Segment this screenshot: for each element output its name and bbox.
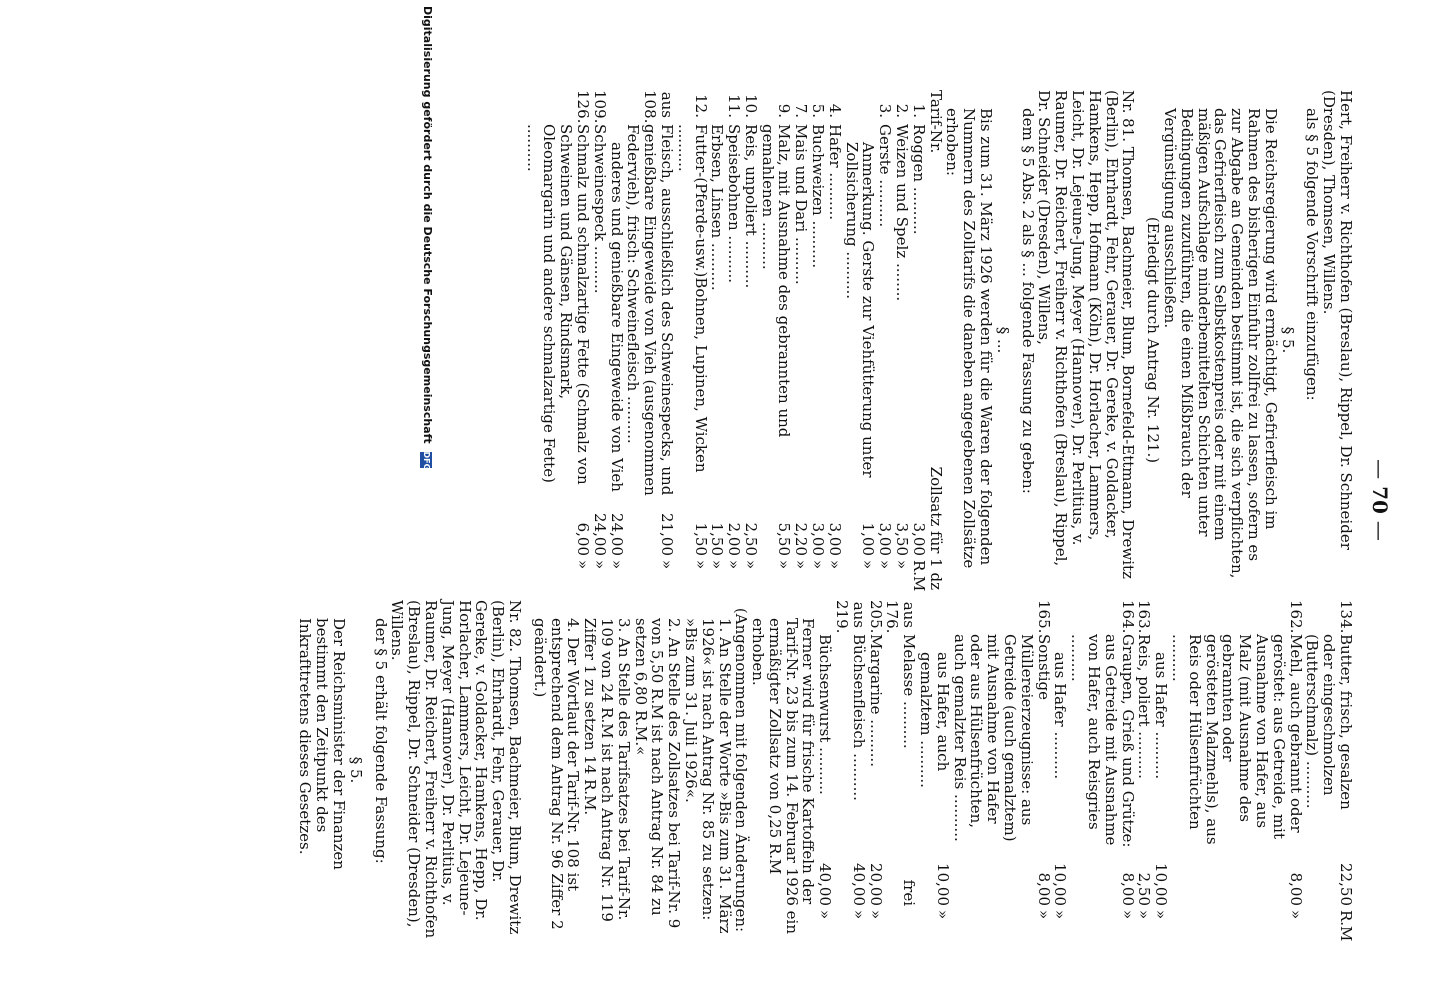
row-value: 10,00 — [1152, 863, 1171, 906]
row-unit — [884, 906, 918, 940]
table-row — [1304, 600, 1354, 940]
row-num: 134. — [1337, 600, 1355, 634]
row-value: 24,00 — [607, 513, 626, 556]
table-row — [833, 600, 867, 940]
row-label: Weizen und Spelz ........ — [893, 124, 912, 302]
row-label: Roggen .......... — [909, 124, 928, 235]
row-value: 1,00 — [859, 522, 878, 556]
row-unit: » — [893, 560, 912, 570]
motion-81: Nr. 81. Thomsen, Bachmeier, Blum, Bornefeld-Ettmann, Drewitz (Berlin), Ehrhardt, Fehr, Gerauer, Dr. Gereke, v. Goldacker, Hamkens, Hepp, Hofmann (Köln), Dr. Horlacher, Lammers, Leicht, Dr. Lejeune-Jung, Meyer (Hannover), Dr. Perlitius, v. Raumer, Dr. Reichert, Freiherr v. Richthofen (Breslau), Rippel, Dr. Schneider (Dresden), Willens, — [1035, 90, 1138, 579]
table-row — [608, 90, 625, 590]
row-label: Reis, poliert .......... — [1135, 634, 1154, 779]
table-row — [725, 90, 742, 590]
row-unit: » — [866, 910, 885, 920]
row-num: 164. — [1118, 600, 1137, 634]
row-num — [709, 90, 726, 124]
row-unit: » — [859, 560, 878, 570]
row-value: 3,00 — [909, 522, 928, 556]
header-dash-right: — — [1368, 520, 1392, 541]
row-label: Reis, unpoliert .......... — [741, 124, 760, 289]
row-num: 1. — [909, 103, 928, 118]
row-label: Butter, frisch, gesalzen oder eingeschmolzen (Butterschmalz) .......... — [1303, 634, 1355, 810]
table-row — [910, 90, 927, 590]
row-label: Margarine .......... — [866, 634, 885, 767]
row-num — [817, 600, 834, 634]
row-unit: » — [1286, 910, 1305, 920]
row-num: aus 219. — [833, 600, 868, 634]
table-row — [1152, 600, 1169, 940]
motion-82-instruction: der § 5 erhält folgende Fassung: — [371, 618, 390, 864]
table-row — [876, 90, 893, 590]
row-label: Büchsenwurst .......... — [816, 634, 835, 795]
change-item: 3. An Stelle des Tarifsatzes bei Tarif-Nr. 109 von 24 R.M ist nach Antrag Nr. 119 Ziffer 1 zu setzen 14 R.M. — [581, 618, 633, 922]
table-row — [893, 90, 910, 590]
dfg-logo: DFG — [422, 451, 431, 471]
row-num: 5. — [809, 103, 828, 118]
page-header — [1368, 0, 1392, 1000]
row-unit: » — [708, 560, 727, 570]
row-unit: » — [1034, 910, 1053, 920]
row-unit: » — [1152, 910, 1171, 920]
row-num — [1052, 600, 1069, 634]
row-label: aus Hafer .......... — [1051, 652, 1070, 780]
row-unit: » — [725, 560, 744, 570]
row-num: 162. — [1286, 600, 1305, 634]
change-item: 1. An Stelle der Worte »Bis zum 31. März 1926« ist nach Antrag Nr. 85 zu setzen: »Bis zum 31. Juli 1926«. — [681, 618, 734, 934]
table-row — [817, 600, 834, 940]
row-label: Melasse .......... — [900, 634, 919, 749]
row-value: 1,50 — [708, 522, 727, 556]
row-value: 24,00 — [590, 513, 609, 556]
table-row — [709, 90, 726, 590]
row-value: 10,00 — [1051, 863, 1070, 906]
row-label: aus Hafer .......... — [1152, 652, 1171, 780]
section-dots-title: § ... — [993, 326, 1012, 354]
row-value: 8,00 — [1034, 872, 1053, 906]
row-unit: » — [792, 560, 811, 570]
header-dash-left: — — [1368, 459, 1392, 480]
row-unit: » — [933, 910, 952, 920]
row-label: Anmerkung. Gerste zur Viehfütterung unter Zollsicherung .......... — [842, 142, 878, 478]
row-value: 2,50 — [741, 522, 760, 556]
row-num: 126. — [573, 90, 592, 124]
row-label: Hafer .......... — [825, 124, 844, 221]
row-num: 9. — [775, 103, 794, 118]
tariff-table-right — [817, 600, 1355, 940]
left-column — [524, 90, 1354, 590]
row-value: 1,50 — [691, 522, 710, 556]
table-row — [917, 600, 951, 940]
row-label: aus Hafer, auch gemalztem .......... — [917, 652, 952, 788]
row-num — [917, 600, 951, 634]
row-label: Mehl, auch gebrannt oder geröstet: aus Getreide, mit Ausnahme von Hafer, aus Malz (mit Ausnahme des gebrannten oder gerösteten Malzmehls), aus Reis oder Hülsenfrüchten .......... — [1169, 634, 1305, 845]
digitization-footer — [412, 0, 434, 1006]
row-label: Graupen, Grieß und Grütze: aus Getreide mit Ausnahme von Hafer, auch Reisgries .......... — [1068, 634, 1137, 848]
row-unit: » — [657, 560, 676, 570]
row-value: 3,00 — [809, 522, 828, 556]
row-num — [608, 90, 625, 124]
row-label: Fleisch, ausschließlich des Schweinespecks, und genießbare Eingeweide von Vieh (ausgenommen Federvieh), frisch: Schweinefleisch .......... — [624, 124, 676, 496]
angenommen-note: (Angenommen mit folgenden Änderungen: — [732, 607, 751, 933]
row-label: Speisebohnen .......... — [725, 124, 744, 284]
footer-text: Digitalisierung gefördert durch die Deutsche Forschungsgemeinschaft — [421, 6, 434, 444]
row-unit: » — [590, 560, 609, 570]
row-label: Sonstige Müllereierzeugnisse: aus Getreide (auch gemalztem) mit Ausnahme von Hafer oder aus Hülsenfrüchten, auch gemalzter Reis .......... — [950, 634, 1053, 842]
row-unit: » — [1118, 910, 1137, 920]
page-number: 70 — [1368, 486, 1392, 514]
table-row — [843, 90, 877, 590]
change-item: 4. Der Wortlaut der Tarif-Nr. 108 ist entsprechend dem Antrag Nr. 96 Ziffer 2 geändert.) — [530, 618, 583, 930]
row-value: 8,00 — [1286, 872, 1305, 906]
row-value: 2,00 — [725, 522, 744, 556]
section-dots-text: Bis zum 31. März 1926 werden für die Waren der folgenden Nummern des Zolltarifs die daneben angegebenen Zollsätze erhoben: — [943, 108, 996, 569]
row-num: 10. — [741, 94, 760, 118]
row-num — [1152, 600, 1169, 634]
table-row — [524, 90, 591, 590]
table-head-rate: Zollsatz für 1 dz — [926, 466, 945, 590]
section-5-text: Die Reichsregierung wird ermächtigt, Gefrierfleisch im Rahmen des bisherigen Einfuhr zollfrei zu lassen, sofern es zur Abgabe an Gemeinden bestimmt ist, die sich verpflichten, das Gefrierfleisch zum Selbstkostenpreis oder mit einem mäßigen Aufschlage minderbemittelten Schichten unter Bedingungen zuzuführen, die einen Mißbrauch der Vergünstigung ausschließen. — [1161, 108, 1280, 579]
row-value: 2,50 — [1135, 872, 1154, 906]
row-value: 10,00 — [933, 863, 952, 906]
table-row — [759, 90, 793, 590]
table-row — [675, 90, 709, 590]
row-label: Futter-(Pferde-usw.)Bohnen, Lupinen, Wicken .......... — [674, 124, 710, 473]
row-value: 40,00 — [849, 863, 868, 906]
row-unit: R.M — [1337, 910, 1355, 942]
table-head-tariff: Tarif-Nr. — [926, 90, 945, 154]
table-row — [793, 90, 810, 590]
row-value: 3,00 — [825, 522, 844, 556]
row-unit: » — [1135, 910, 1154, 920]
intro-names: Hert, Freiherr v. Richthofen (Breslau), Rippel, Dr. Schneider (Dresden), Thomsen, Willens. — [1320, 90, 1355, 550]
row-unit: » — [876, 560, 895, 570]
motion-82: Nr. 82. Thomsen, Bachmeier, Blum, Drewitz (Berlin), Ehrhardt, Fehr, Gerauer, Dr. Gereke, v. Goldacker, Hamkens, Hepp, Dr. Horlacher, Lammers, Leicht, Dr. Lejeune-Jung, Meyer (Hannover), Dr. Perlitius, v. Raumer, Dr. Reichert, Freiherr v. Richthofen (Breslau), Rippel, Dr. Schneider (Dresden), Willens. — [388, 600, 524, 939]
row-value: 2,20 — [792, 522, 811, 556]
change-item: 2. An Stelle des Zollsatzes bei Tarif-Nr. 9 von 5,50 R.M ist nach Antrag Nr. 84 zu setzen 6,80 R.M.« — [631, 618, 684, 929]
row-label: Büchsenfleisch .......... — [849, 634, 868, 801]
row-value: 6,00 — [573, 522, 592, 556]
row-unit: » — [573, 560, 592, 570]
table-row — [1052, 600, 1069, 940]
row-value: 8,00 — [1118, 872, 1137, 906]
row-unit: » — [809, 560, 828, 570]
table-row — [809, 90, 826, 590]
row-label: Mais und Dari .......... — [792, 124, 811, 285]
section-5-title: § 5. — [1278, 326, 1297, 354]
row-label: Buchweizen .......... — [809, 124, 828, 269]
row-num: 109. — [590, 90, 609, 124]
table-row — [826, 90, 843, 590]
table-row — [1068, 600, 1135, 940]
table-row — [884, 600, 918, 940]
row-num: aus 108. — [641, 90, 676, 124]
row-num — [843, 90, 877, 124]
section-5b-text: Der Reichsminister der Finanzen bestimmt den Zeitpunkt des Inkrafttretens dieses Gesetzes. — [296, 618, 348, 870]
row-unit: » — [691, 560, 710, 570]
table-row — [867, 600, 884, 940]
table-header — [927, 90, 944, 590]
row-value: 40,00 — [816, 863, 835, 906]
row-unit: » — [741, 560, 760, 570]
section-5-note: (Erledigt durch Antrag Nr. 121.) — [1144, 216, 1163, 464]
row-num: 4. — [825, 103, 844, 118]
row-unit: R.M — [909, 560, 928, 592]
section-5b-title: § 5. — [346, 756, 365, 784]
row-label: Schmalz und schmalzartige Fette (Schmalz von Schweinen und Gänsen, Rindsmark, Oleomargarin und andere schmalzartige Fette) .......... — [523, 124, 592, 485]
row-unit: » — [825, 560, 844, 570]
row-num: 2. — [893, 103, 912, 118]
row-label: Erbsen, Linsen .......... — [708, 124, 727, 291]
row-value: frei — [900, 879, 919, 906]
row-unit: » — [1051, 910, 1070, 920]
intro-insert: als § 5 folgende Vorschrift einzufügen: — [1303, 108, 1322, 401]
motion-81-instruction: dem § 5 Abs. 2 als § ... folgende Fassung zu geben: — [1018, 108, 1037, 494]
row-num: 12. — [691, 94, 710, 118]
row-num: 163. — [1135, 600, 1154, 634]
row-num: aus 176. — [883, 600, 919, 634]
table-row — [951, 600, 1052, 940]
row-label: Gerste .......... — [876, 124, 895, 228]
row-label: anderes und genießbare Eingeweide von Vieh — [607, 142, 626, 492]
ferner-text: Ferner wird für frische Kartoffeln der Tarif-Nr. 23 bis zum 14. Februar 1926 ein ermäßigter Zollsatz von 0,25 R.M erhoben. — [749, 618, 818, 934]
row-num: 205. — [866, 600, 885, 634]
row-num: 3. — [876, 103, 895, 118]
row-value: 21,00 — [657, 513, 676, 556]
row-unit: » — [775, 560, 794, 570]
row-value: 20,00 — [866, 863, 885, 906]
row-value: 3,00 — [876, 522, 895, 556]
row-num: 165. — [1034, 600, 1053, 634]
table-row — [1136, 600, 1153, 940]
table-row — [1169, 600, 1303, 940]
row-value: 22,50 — [1337, 863, 1355, 906]
row-label: Schweinespeck .......... — [590, 124, 609, 294]
row-value: 3,50 — [893, 522, 912, 556]
table-row — [625, 90, 675, 590]
row-unit: » — [607, 560, 626, 570]
tariff-table-left — [524, 90, 927, 590]
right-column — [297, 600, 1354, 940]
row-label: Malz, mit Ausnahme des gebrannten und gemahlenen .......... — [758, 124, 794, 438]
row-value: 5,50 — [775, 522, 794, 556]
row-num: 11. — [725, 94, 744, 118]
row-num: 7. — [792, 103, 811, 118]
table-row — [742, 90, 759, 590]
row-unit: » — [816, 910, 835, 920]
row-unit: » — [849, 910, 868, 920]
table-row — [591, 90, 608, 590]
